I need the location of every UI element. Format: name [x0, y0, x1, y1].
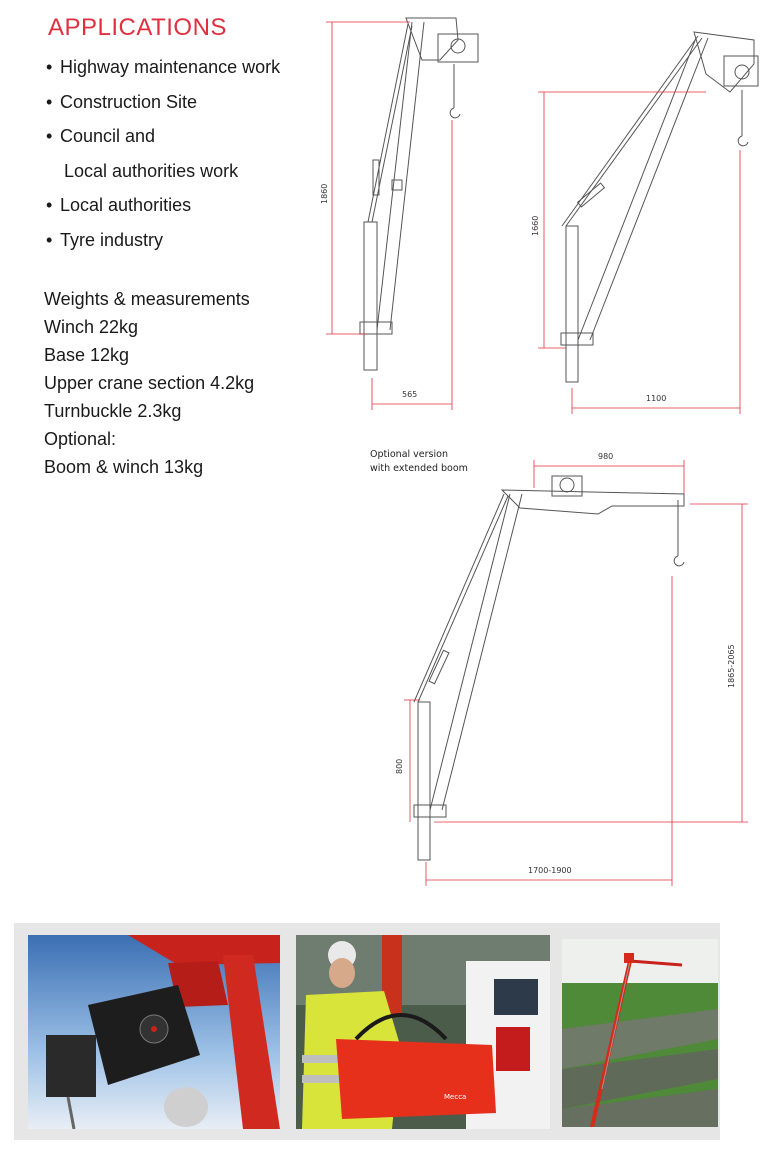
list-item: Local authorities work: [64, 160, 239, 181]
weight-item: Base 12kg: [44, 345, 130, 365]
weight-item: Winch 22kg: [44, 317, 139, 337]
list-item: • Local authorities: [46, 195, 192, 215]
list-item: • Construction Site: [46, 91, 198, 112]
applications-heading: APPLICATIONS: [48, 14, 227, 41]
weight-item: Optional:: [44, 429, 117, 449]
weight-item: Boom & winch 13kg: [44, 457, 204, 477]
worker-photo: [296, 935, 550, 1129]
list-item: • Council and: [46, 126, 156, 146]
weights-heading: Weights & measurements: [44, 289, 250, 309]
field-crane-photo: [562, 939, 718, 1127]
list-item: • Highway maintenance work: [46, 57, 281, 77]
list-item: • Tyre industry: [46, 229, 164, 250]
crane-diagram-2: [561, 32, 758, 382]
dim-label: 1865-2065: [727, 644, 736, 688]
weight-item: Upper crane section 4.2kg: [44, 373, 255, 393]
photo-strip: [14, 923, 720, 1140]
crane-diagram-3: [414, 476, 684, 860]
dim-label: 980: [598, 452, 614, 461]
winch-closeup-photo: [28, 935, 280, 1129]
weight-item: Turnbuckle 2.3kg: [44, 401, 182, 421]
dim-label: 565: [402, 390, 418, 399]
crane-diagram-1: [360, 18, 478, 370]
dim-label: 1660: [531, 215, 540, 236]
dim-label: 1700-1900: [528, 866, 572, 875]
optional-version-note: Optional version: [370, 449, 448, 460]
dim-label: 1100: [646, 394, 667, 403]
optional-version-note: with extended boom: [370, 463, 468, 474]
bag-label: Mecca: [444, 1093, 467, 1101]
dim-label: 1860: [320, 183, 329, 204]
dim-label: 800: [395, 758, 404, 774]
